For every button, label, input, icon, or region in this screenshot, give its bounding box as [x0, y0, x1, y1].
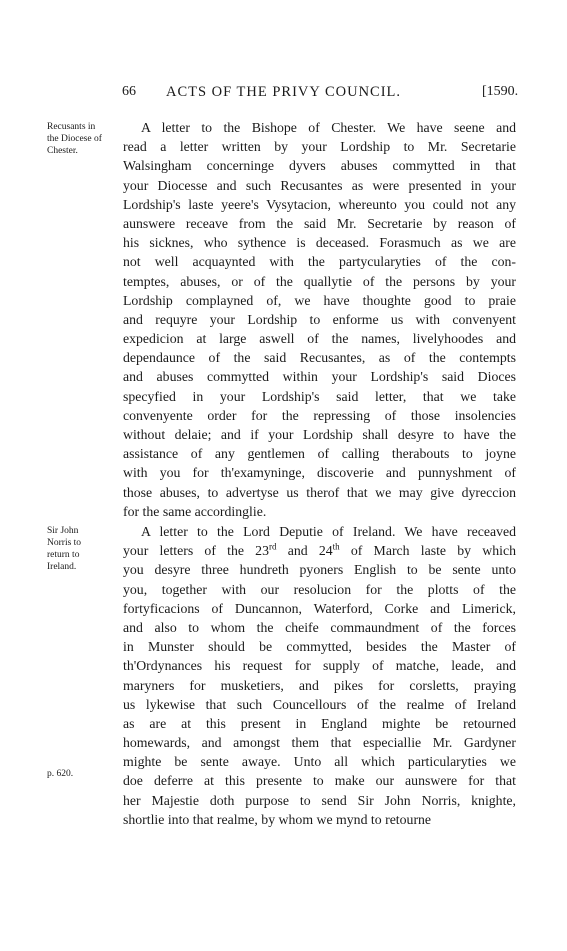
line-with-dates: your letters of the 23rd and 24th of March laste by which	[123, 541, 516, 559]
year-label: [1590.	[482, 84, 519, 99]
sidenote-sir-john-norris: Sir John Norris to return to Ireland.	[47, 526, 82, 572]
paragraph-bishop-of-chester: A letter to the Bishope of Chester. We have seene and read a letter written by your Lordship to Mr. Secretarie Walsingham concerninge dyvers abuses commytted in that your Diocesse and such Recusantes as were presented in your Lordship's laste yeere's Vysytacion, whereunto you could not any aunswere receave from the said Mr. Secretarie by reason of his sicknes, who sythence is deceased. Forasmuch as we are not well acquaynted with the partycularyties of the con- temptes, abuses, or of the quallytie of the persons by your Lordship complayned of, we have thoughte good to praie and requyre your Lordship to enforme us with convenyent expedicion at large aswell of the names, livelyhoodes and dependaunce of the said Recusantes, as of the contempts and abuses commytted within your Lordship's said Dioces specyfied in your Lordship's said letter, that we take convenyente order for the repressing of those insolencies without delaie; and if your Lordship shall desyre to have the assistance of any gentlemen of calling therabouts to joyne with you for th'examyninge, discoverie and punnyshment of those abuses, to advertyse us therof that we may give dyreccion for the same accordinglie.	[123, 120, 516, 519]
page-header	[0, 84, 567, 106]
page-reference: p. 620.	[47, 769, 74, 779]
page-number: 66	[122, 84, 136, 99]
paragraph-lord-deputie-of-ireland: A letter to the Lord Deputie of Ireland. We have receaved your letters of the 23rd and 24th of March laste by which you desyre three hundreth pyoners English to be sente unto you, together with our resolucion for the plotts of the fortyficacions of Duncannon, Waterford, Corke and Limerick, and also to whom the cheife commaundment of the forces in Munster should be commytted, besides the Master of th'Ordynances his request for supply of matche, leade, and maryners for musketiers, and pikes for corsletts, praying us lykewise that such Councellours of the realme of Ireland as are at this present in England mighte be retourned homewards, and amongst them that especiallie Mr. Gardyner mighte be sente awaye. Unto all which particularyties we doe deferre at this presente to make our aunswere for that her Majestie doth purpose to send Sir John Norris, knighte, shortlie into that realme, by whom we mynd to retourne	[123, 524, 516, 827]
running-title: ACTS OF THE PRIVY COUNCIL.	[165, 84, 402, 100]
sidenote-recusants: Recusants in the Diocese of Chester.	[47, 122, 102, 156]
